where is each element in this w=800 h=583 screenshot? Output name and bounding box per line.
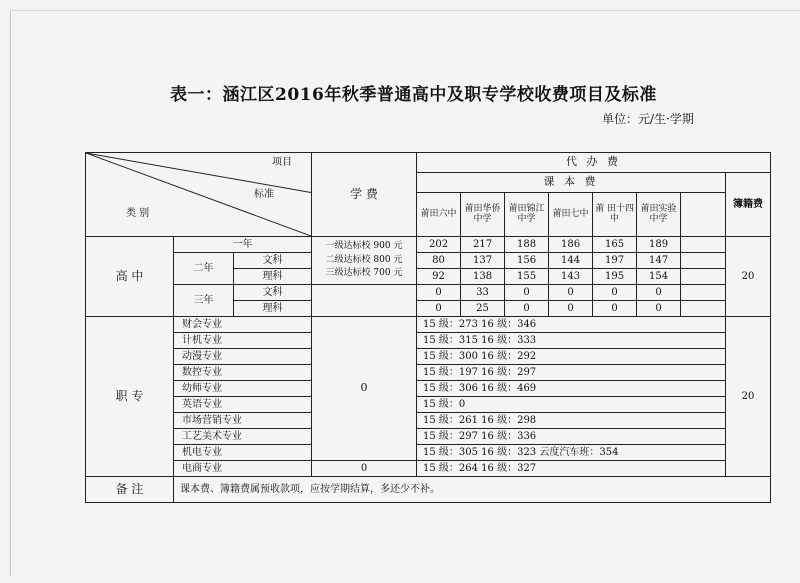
track-wenke: 文科 [234, 285, 312, 301]
major-name: 机电专业 [174, 445, 312, 461]
fee-table [85, 152, 771, 503]
zhizhuan-tuition: 0 [312, 317, 417, 461]
fee-cell: 0 [593, 285, 637, 301]
track-wenke: 文科 [234, 253, 312, 269]
track-like: 理科 [234, 301, 312, 317]
beizhu-label: 备 注 [86, 477, 174, 503]
tuition-line: 二级达标校 800 元 [325, 254, 403, 265]
major-fee: 15 级：297 16 级：336 [417, 429, 726, 445]
header-biaozhun: 标准 [254, 189, 274, 200]
major-name: 幼师专业 [174, 381, 312, 397]
major-fee: 15 级：273 16 级：346 [417, 317, 726, 333]
school-header: 莆田六中 [417, 193, 461, 237]
page-title: 表一：涵江区2016年秋季普通高中及职专学校收费项目及标准 [170, 85, 657, 105]
gaozhong-buji: 20 [726, 237, 771, 317]
major-fee: 15 级：305 16 级：323 云度汽车班：354 [417, 445, 726, 461]
dianshang-tuition: 0 [312, 461, 417, 477]
fee-cell: 202 [417, 237, 461, 253]
grade-1: 一年 [174, 237, 312, 253]
fee-cell-empty [681, 269, 726, 285]
fee-cell: 156 [505, 253, 549, 269]
major-fee: 15 级：300 16 级：292 [417, 349, 726, 365]
fee-cell: 33 [461, 285, 505, 301]
zhizhuan-buji: 20 [726, 317, 771, 477]
major-name: 动漫专业 [174, 349, 312, 365]
fee-cell: 195 [593, 269, 637, 285]
fee-cell: 0 [505, 285, 549, 301]
fee-cell: 0 [549, 301, 593, 317]
major-fee: 15 级：197 16 级：297 [417, 365, 726, 381]
fee-cell: 138 [461, 269, 505, 285]
zhizhuan-label: 职 专 [86, 317, 174, 477]
beizhu-text: 课本费、簿籍费属预收款项，应按学期结算，多还少不补。 [174, 477, 771, 503]
fee-cell: 186 [549, 237, 593, 253]
grade-3: 三年 [174, 285, 234, 317]
fee-cell: 0 [637, 301, 681, 317]
fee-cell: 92 [417, 269, 461, 285]
fee-cell: 0 [417, 285, 461, 301]
major-name: 数控专业 [174, 365, 312, 381]
tuition-line: 一级达标校 900 元 [325, 241, 403, 252]
major-name: 工艺美术专业 [174, 429, 312, 445]
fee-cell: 197 [593, 253, 637, 269]
major-name: 财会专业 [174, 317, 312, 333]
header-xuefei: 学 费 [312, 153, 417, 237]
header-daibanfei: 代 办 费 [417, 153, 771, 173]
fee-cell: 80 [417, 253, 461, 269]
major-fee: 15 级：315 16 级：333 [417, 333, 726, 349]
school-header: 莆田华侨中学 [461, 193, 505, 237]
fee-cell-empty [681, 237, 726, 253]
major-fee: 15 级：306 16 级：469 [417, 381, 726, 397]
fee-cell: 137 [461, 253, 505, 269]
fee-cell: 143 [549, 269, 593, 285]
fee-cell: 0 [637, 285, 681, 301]
fee-cell-empty [681, 285, 726, 301]
school-header: 莆田锦江中学 [505, 193, 549, 237]
fee-cell: 217 [461, 237, 505, 253]
major-name: 市场营销专业 [174, 413, 312, 429]
school-header: 莆田七中 [549, 193, 593, 237]
fee-cell-empty [681, 301, 726, 317]
empty-school-header [681, 193, 726, 237]
major-name: 计机专业 [174, 333, 312, 349]
fee-cell: 0 [593, 301, 637, 317]
major-fee: 15 级：0 [417, 397, 726, 413]
fee-cell: 144 [549, 253, 593, 269]
major-name: 英语专业 [174, 397, 312, 413]
major-name: 电商专业 [174, 461, 312, 477]
fee-cell: 155 [505, 269, 549, 285]
fee-cell: 165 [593, 237, 637, 253]
header-bujifei: 簿籍费 [726, 173, 771, 237]
school-header: 莆田实验中学 [637, 193, 681, 237]
grade-2: 二年 [174, 253, 234, 285]
header-xiangmu: 项目 [272, 157, 292, 168]
gaozhong-tuition [312, 237, 417, 285]
fee-cell: 0 [549, 285, 593, 301]
fee-cell: 25 [461, 301, 505, 317]
gaozhong-label: 高 中 [86, 237, 174, 317]
diagonal-header-cell [86, 153, 312, 237]
fee-cell: 0 [417, 301, 461, 317]
major-fee: 15 级：261 16 级：298 [417, 413, 726, 429]
fee-cell: 0 [505, 301, 549, 317]
major-fee: 15 级：264 16 级：327 [417, 461, 726, 477]
header-kebenfei: 课 本 费 [417, 173, 726, 193]
fee-cell: 154 [637, 269, 681, 285]
header-leibie: 类 别 [126, 208, 150, 219]
fee-cell: 189 [637, 237, 681, 253]
fee-cell-empty [681, 253, 726, 269]
school-header: 莆 田十四中 [593, 193, 637, 237]
unit-label: 单位：元/生·学期 [602, 112, 694, 126]
track-like: 理科 [234, 269, 312, 285]
tuition-line: 三级达标校 700 元 [325, 268, 403, 279]
gaozhong-tuition-empty [312, 285, 417, 317]
fee-cell: 188 [505, 237, 549, 253]
fee-cell: 147 [637, 253, 681, 269]
